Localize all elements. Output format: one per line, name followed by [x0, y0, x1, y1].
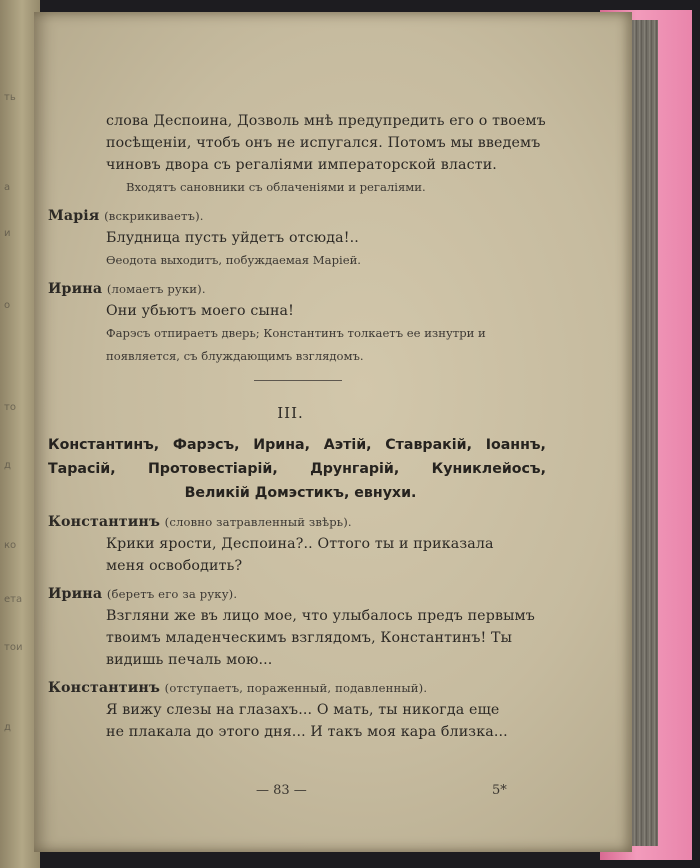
- text-line: Взгляни же въ лицо мое, что улыбалось предъ первымъ: [106, 608, 535, 624]
- speaker-name: Ирина: [48, 281, 103, 297]
- left-page-fragment: ть: [4, 92, 16, 103]
- speaker-line: [48, 278, 553, 300]
- text-line: Они убьютъ моего сына!: [106, 303, 295, 319]
- left-page-fragment: тои: [4, 642, 23, 653]
- page-content: [48, 110, 553, 743]
- text-line: чиновъ двора съ регаліями императорской власти.: [106, 157, 497, 173]
- text-line: не плакала до этого дня... И такъ моя кара близка...: [106, 724, 508, 740]
- cast-member: Куниклейосъ,: [431, 461, 546, 477]
- cast-member: Великій Домэстикъ, евнухи.: [184, 485, 417, 501]
- text-line: видишь печаль мою...: [106, 652, 273, 668]
- speaker-line: [48, 677, 553, 699]
- left-page-fragment: ета: [4, 594, 23, 605]
- cast-list-line: [48, 433, 546, 457]
- cast-member: Константинъ,: [48, 437, 160, 453]
- left-page-fragment: ко: [4, 540, 17, 551]
- speaker-line: [48, 511, 553, 533]
- text-line: слова Деспоина, Дозволь мнѣ предупредить его о твоемъ: [106, 113, 546, 129]
- stage-direction: Өеодота выходитъ, побуждаемая Маріей.: [106, 253, 361, 267]
- page-stack-edges: [628, 20, 658, 846]
- left-page-fragment: д: [4, 460, 11, 471]
- text-line: Блудница пусть уйдетъ отсюда!..: [106, 230, 359, 246]
- left-page-fragment: то: [4, 402, 16, 413]
- left-page-fragment: о: [4, 300, 11, 311]
- text-line: посѣщеніи, чтобъ онъ не испугался. Потомъ мы введемъ: [106, 135, 541, 151]
- cast-member: Фарэсъ,: [172, 437, 240, 453]
- left-page-fragment: а: [4, 182, 11, 193]
- text-line: твоимъ младенческимъ взглядомъ, Константинъ! Ты: [106, 630, 513, 646]
- stage-direction: появляется, съ блуждающимъ взглядомъ.: [106, 349, 364, 363]
- page-number: — 83 —: [256, 783, 307, 798]
- section-number: III.: [277, 404, 304, 422]
- text-line: Я вижу слезы на глазахъ... О мать, ты никогда еще: [106, 702, 500, 718]
- speaker-direction: (вскрикиваетъ).: [104, 209, 204, 223]
- cast-member: Аэтій,: [323, 437, 372, 453]
- cast-member: Протовестіарій,: [147, 461, 278, 477]
- cast-member: Друнгарій,: [310, 461, 400, 477]
- speaker-name: Константинъ: [48, 514, 160, 530]
- speaker-name: Марія: [48, 208, 100, 224]
- stage-direction: Фарэсъ отпираетъ дверь; Константинъ толкаетъ ее изнутри и: [106, 326, 486, 340]
- cast-member: Тарасій,: [48, 461, 116, 477]
- left-page-fragment: д: [4, 722, 11, 733]
- speaker-line: [48, 205, 553, 227]
- speaker-direction: (беретъ его за руку).: [106, 587, 238, 601]
- text-line: меня освободить?: [106, 558, 243, 574]
- stage-direction: Входятъ сановники съ облаченіями и регаліями.: [126, 180, 426, 194]
- book-page: [34, 12, 632, 852]
- cast-member: Ставракій,: [385, 437, 472, 453]
- speaker-name: Константинъ: [48, 680, 160, 696]
- text-line: Крики ярости, Деспоина?.. Оттого ты и приказала: [106, 536, 494, 552]
- cast-member: Ирина,: [253, 437, 311, 453]
- cast-member: Іоаннъ,: [485, 437, 546, 453]
- signature-mark: 5*: [492, 783, 507, 798]
- speaker-direction: (словно затравленный звѣрь).: [164, 515, 352, 529]
- section-divider: [254, 380, 342, 381]
- left-page-fragment: и: [4, 228, 11, 239]
- speaker-line: [48, 583, 553, 605]
- cast-list-line: [48, 457, 546, 481]
- speaker-direction: (отступаетъ, пораженный, подавленный).: [164, 681, 428, 695]
- speaker-direction: (ломаетъ руки).: [106, 282, 206, 296]
- cast-list-line: [48, 481, 553, 505]
- speaker-name: Ирина: [48, 586, 103, 602]
